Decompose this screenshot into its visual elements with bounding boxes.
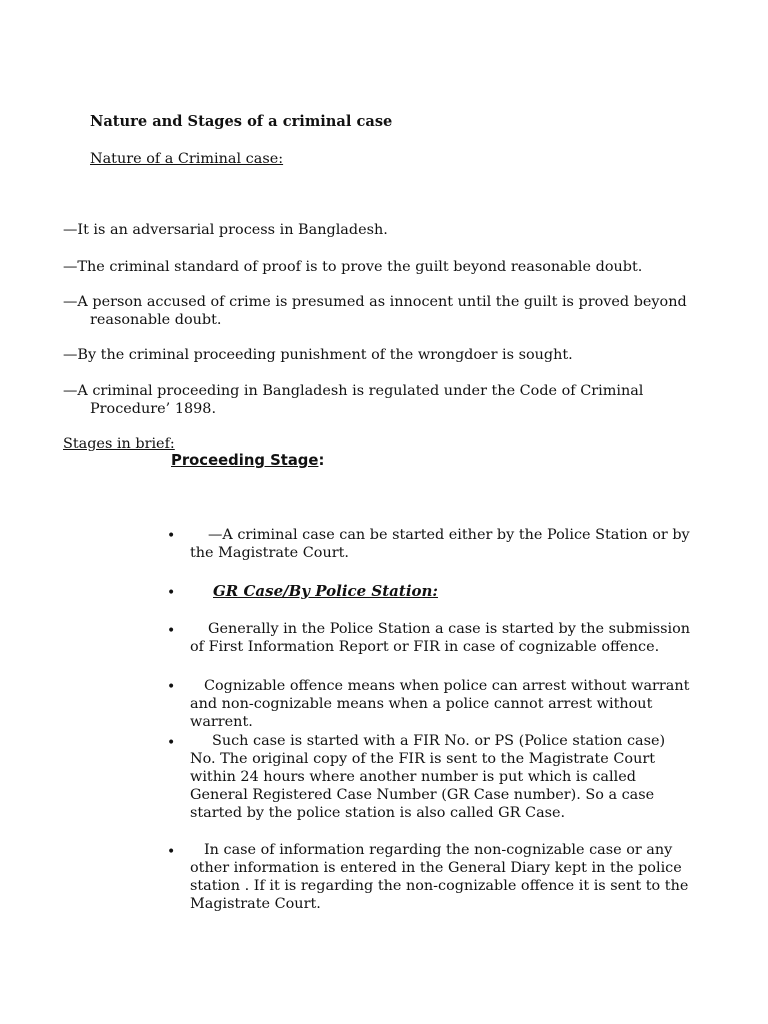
bullet-dot-icon: • [167,735,176,751]
bullet-text: In case of information regarding the non-cognizable case or any other information is entered in the General Diary kept in the police station . If it is regarding the non-cognizable offence it is sent to the Magistrate Court. [190,842,689,912]
bullet-text: Such case is started with a FIR No. or PS (Police station case) No. The original copy of the FIR is sent to the Magistrate Court within 24 hours where another number is put which is called General Registered Case Number (GR Case number). So a case started by the police station is also called GR Case. [190,733,666,821]
nature-point: —By the criminal proceeding punishment of the wrongdoer is sought. [63,347,573,363]
document-title: Nature and Stages of a criminal case [90,113,393,130]
bullet-dot-icon: • [167,623,176,639]
bullet-text: Cognizable offence means when police can arrest without warrant and non-cognizable means when a police cannot arrest without warrent. [190,678,690,730]
nature-point: —It is an adversarial process in Bangladesh. [63,222,388,238]
nature-heading: Nature of a Criminal case: [90,151,284,167]
nature-point: —A person accused of crime is presumed as innocent until the guilt is proved beyond reasonable doubt. [63,294,687,328]
stages-heading: Stages in brief: [63,436,175,452]
bullet-dot-icon: • [167,528,176,544]
gr-case-heading: GR Case/By Police Station: [213,582,438,600]
bullet-text: —A criminal case can be started either by the Police Station or by the Magistrate Court. [190,527,690,561]
proceeding-stage-label: Proceeding Stage [171,452,319,469]
bullet-dot-icon: • [167,585,176,601]
proceeding-stage-heading [171,452,324,470]
bullet-text: Generally in the Police Station a case is started by the submission of First Information Report or FIR in case of cognizable offence. [190,621,691,655]
bullet-dot-icon: • [167,679,176,695]
nature-point: —A criminal proceeding in Bangladesh is regulated under the Code of Criminal Procedure’ 1898. [63,383,644,417]
bullet-dot-icon: • [167,844,176,860]
proceeding-stage-colon: : [318,452,325,469]
nature-point: —The criminal standard of proof is to prove the guilt beyond reasonable doubt. [63,259,643,275]
